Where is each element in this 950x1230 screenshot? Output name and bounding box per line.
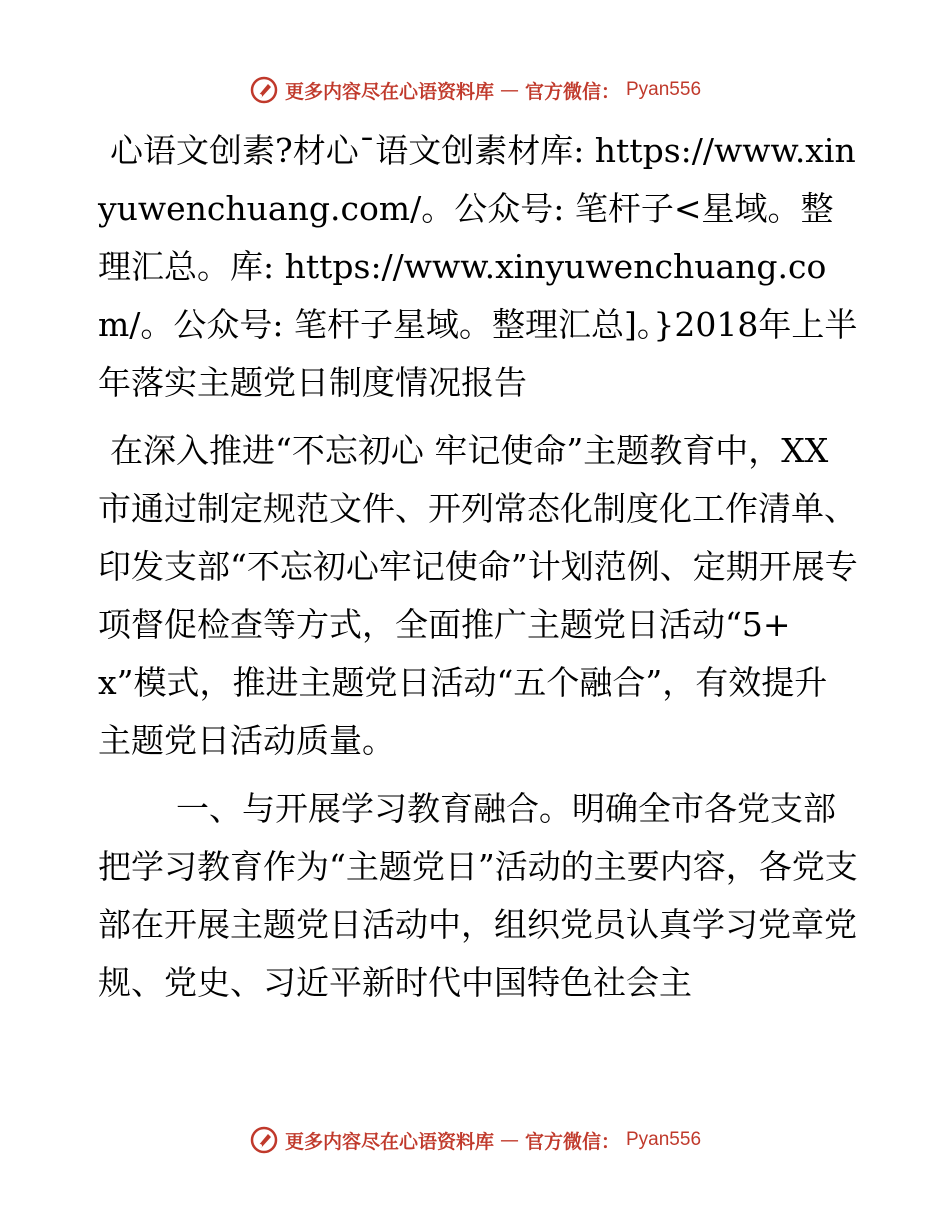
footer-wechat-id: Pyan556: [626, 1129, 702, 1150]
footer-dash: —: [499, 1129, 519, 1151]
document-body: [98, 122, 858, 1012]
header-wechat-id: Pyan556: [626, 79, 702, 100]
page-header: [0, 70, 950, 110]
header-site-text: 更多内容尽在心语资料库: [284, 80, 494, 103]
paragraph-section-one: 一、与开展学习教育融合。明确全市各党支部把学习教育作为“主题党日”活动的主要内容，各党支部在开展主题党日活动中，组织党员认真学习党章党规、党史、习近平新时代中国特色社会主: [98, 789, 858, 1002]
header-wechat-label: 官方微信：: [524, 80, 620, 103]
footer-site-text: 更多内容尽在心语资料库: [284, 1130, 494, 1153]
header-dash: —: [499, 79, 519, 101]
paragraph-intro: 在深入推进“不忘初心 牢记使命”主题教育中，XX市通过制定规范文件、开列常态化制度化工作清单、印发支部“不忘初心牢记使命”计划范例、定期开展专项督促检查等方式，全面推广主题党日活动“5+x”模式，推进主题党日活动“五个融合”，有效提升主题党日活动质量。: [98, 431, 858, 760]
footer-banner: [249, 1125, 701, 1155]
pen-nib-circle-icon: [249, 1125, 279, 1155]
pen-nib-circle-icon: [249, 75, 279, 105]
page-footer: [0, 1120, 950, 1160]
header-banner: [249, 75, 701, 105]
footer-wechat-label: 官方微信：: [524, 1130, 620, 1153]
paragraph-title: 心语文创素?材心¯语文创素材库: https://www.xinyuwenchuang.com/。公众号: 笔杆子<星域。整理汇总。库: https://www.xinyuwenchuang.com/。公众号: 笔杆子星域。整理汇总]。}2018年上半年落实主题党日制度情况报告: [98, 131, 858, 402]
